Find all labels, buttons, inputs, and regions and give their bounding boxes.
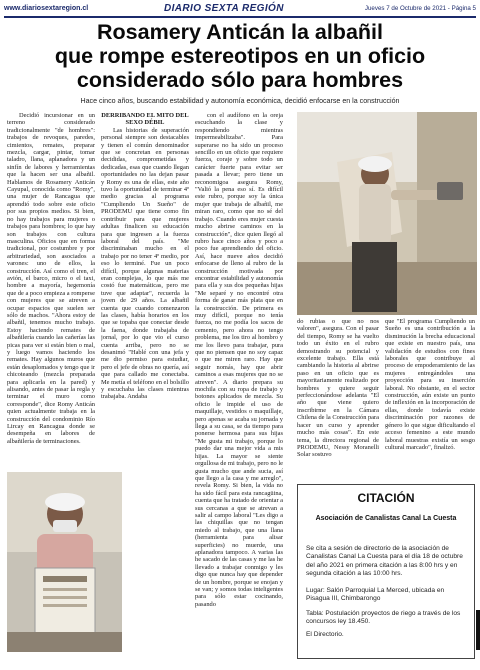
article-column-3 <box>195 112 283 660</box>
column-3-text: con el audífono en la oreja escuchando la clase y respondiendo mientras impermeabilizaba". Para superarse no ha sido un proceso sencillo en un oficio que requiere fuerza, coraje y sobre todo un carácter fuerte para evitar ser pasada a llevar; pero tiene un reconomigoa asegura Romy, "Valió la pena eso sí. Es difícil este rubro, porque soy la única mujer que trabaja de albañil, me miran raro, como que no sé del trabajo. Cuando eres mujer cuesta mucho abrirse caminos en la construcción", dice quien llegó al rubro hace cinco años y poco a poco fue aprendiendo del oficio. Así, hace nueve años decidió enfocarse de lleno al rubro de la construcción motivada por encontrar estabilidad y autonomía para ella y sus dos pequeñas hijas "Me separé y no encontré otra forma de ganar más plata que en la construcción. De primera es muy difícil, porque no tenía fuerza, no me podía los sacos de cemento, pero ahora no tengo problema, me los tiro al hombro y me los llevo para trabajar, pura que no piensen que no soy capaz o que me miren raro. Hay que seguir nomás, hay que abrir caminos a esas mujeres que no se atreven". A diario prepara su mochila con su ropa de trabajo y botones aplicados de mezcla. Su oficio le impide el uso de maquillaje, vestidos o maquillaje, pero apenas se acaba su jornada y llega a su casa, se da tiempo para ponerse hermosa para sus hijas "Me gusta mi trabajo, porque lo puedo dar una mejor vida a mis hijas. La mayor se siente orgullosa de mi trabajo, pero no le gusta mucho que ande sucia, así que llego a la casa y me arreglo", revela Romy. Si bien, la vida no ha sido fácil para esta rancagüina, cuenta que ha tratado de orientar a sus cercanas a que se atrevan a salir al campo laboral "Les digo a las chiquillas que no tengan miedo al trabajo, que una llana (herramienta para alisar superficies) no muerde, una aplanadora tampoco. A varias las he sacado de las casas y me las he llevado a trabajar conmigo y les digo que nunca hay que depender de un hombre, porque se enojan y se van; y somos todas inteligentes para sólo estar cocinando, pasando <box>195 112 283 608</box>
photo-albanil-working-image <box>297 112 477 315</box>
photo-romy-portrait <box>7 472 122 652</box>
article-column-5 <box>385 318 475 480</box>
notice-paragraph-1: Se cita a sesión de directorio de la asociación de Canalistas Canal La Cuesta para el día 18 de octubre del año 2021 en primera citación a las 8:00 hrs y en segunda citación a las 10:00 hrs. <box>306 545 463 578</box>
photo-albanil-working <box>297 112 477 315</box>
date-and-page: Jueves 7 de Octubre de 2021 - Página 5 <box>364 5 476 12</box>
article-column-1 <box>7 112 95 472</box>
notice-signature: El Directorio. <box>306 631 344 638</box>
column-5-text: que "El programa Cumpliendo un Sueño es una contribución a la disminución la brecha educacional que existe en nuestro país, una validación de estudios con fines laborales que contribuye al proceso de empoderamiento de las mujeres entregándoles una proyección para su inserción laboral. No obstante, en el sector construcción, aún existe un punto de inflexión en la incorporación de ellas, donde todavía existe discriminación por razones de género lo que sigue dificultando el acceso femenino a este mundo laboral muestras existía un sesgo cultural marcado", finalizó. <box>385 318 475 451</box>
column-4-text: do rubias o que no nos valoren", asegura. Con el pasar del tiempo, Romy se ha vuelto todo un éxito en el rubro demostrando su potencial y excelente trabajo. Ella está cambiando la historia al abrirse paso en un oficio que es mayoritariamente realizado por hombres y quiere seguir perfeccionándose adelanta "El año que viene quiero inscribirme en la Cámara Chilena de la Construcción para hacer un curso y aprender mucho más cosas". En este tema, la directora regional de PRODEMU, Nessy Moranelli Solar sostuvo <box>297 318 379 459</box>
site-url[interactable]: www.diariosextaregion.cl <box>4 5 89 12</box>
masthead <box>4 3 476 15</box>
section-subtitle: DERRIBANDO EL MITO DEL SEXO DÉBIL <box>101 112 189 127</box>
column-2-text: Las historias de superación personal siempre son destacables y tienen el común denominador que se concretan en personas decididas, comprometidas y dedicadas, esas que cuando llegan oportunidades no las dejan pasar y Romy es una de ellas, este año tuvo la oportunidad de terminar 4º medio gracias al programa "Cumpliendo Un Sueño" de PRODEMU que tiene como fin contribuir para que mujeres adultas finalicen su educación para que ingresen a la fuerza laboral del país. "Me discriminaban mucho en el trabajo por no tener 4º medio, por eso lo terminé. Fue un poco difícil, porque algunas materias eran complejas, lo que más me costó fue matemáticas, pero me tuve que adaptar", recuerda la joven de 29 años. La albañil cuenta que cuando comenzaron las clases, había horarios en los que se topaba que conectar desde la faena, donde trabajaba de jornal, por lo que vio el curso cuenta arriba, pero no se desanimó "Hablé con una jefa y me dio permiso para estudiar, pero el jefe de obras no quería, así que para callado me conectaba. Me metía el teléfono en el bolsillo y escuchaba las clases mientras trabajaba. Andaba <box>101 126 189 401</box>
headline-line-2: que rompe estereotipos en un oficio <box>54 44 426 68</box>
newspaper-name: DIARIO SEXTA REGIÓN <box>164 3 284 14</box>
article-subhead: Hace cinco años, buscando estabilidad y autonomía económica, decidió enfocarse en la construcción <box>80 97 400 105</box>
notice-title: CITACIÓN <box>357 491 415 505</box>
notice-paragraph-2: Lugar: Salón Parroquial La Merced, ubicada en Pisagua III, Chimbarongo <box>306 587 445 603</box>
article-headline <box>8 20 472 92</box>
citation-notice <box>297 484 475 659</box>
masthead-rule <box>4 16 476 18</box>
column-1-text: Decidió incursionar en un terreno considerado tradicionalmente "de hombres": trabajos de revoques, paredes, cimientos, remates, preparar mezcla, cargar, pintar, tomar taladro, llana, aplanadora y un sinfín de labores y herramientas que la hacen ser una albañil. Hablamos de Rosamery Anticán Cayupal, conocida como "Romy", una mujer de Rancagua que aprendió todo sobre este oficio por sus propios medios. Si bien, no hay trabajos para mujeres o trabajos para hombres; lo que hay son trabajos con cultura masculina. Oficios que en forma tradicional, por costumbre y por arbitrariedad, son asociados a varones: uno de ellos, la construcción. Así como el tren, el avión, el barco, micro o el taxi, hombre a mayoría, hegemonía que de a poco empieza a romperse con mujeres que se atreven a ocupar espacios que suelen ser sólo de machos. "Ahora estoy de albañil, tenemos mucho trabajo. Estoy haciendo remates de albañilería cuando las cañerías las picas para ver si están bien o mal, y luego vamos haciendo los remates. Hay algunos muros que están desaplomados y tengo que ir chicoteando (mezcla preparada para aplicarla en la pared) y alisando, antes de pasar la regla y terminar el muro como corresponde", dice Romy Anticán quien actualmente trabaja en la construcción del condominio Río Lircay en Rancagua donde se desempeña en labores de albañilería de terminaciones. <box>7 112 95 445</box>
photo-romy-portrait-image <box>7 472 122 652</box>
ad-code-bar <box>476 610 480 650</box>
notice-subtitle: Asociación de Canalistas Canal La Cuesta <box>315 515 457 522</box>
headline-line-3: considerado sólo para hombres <box>76 68 404 92</box>
article-column-2 <box>101 112 189 467</box>
notice-paragraph-3: Tabla: Postulación proyectos de riego a través de los concursos ley 18.450. <box>306 610 461 626</box>
article-column-4 <box>297 318 379 480</box>
headline-line-1: Rosamery Anticán la albañil <box>97 20 383 44</box>
